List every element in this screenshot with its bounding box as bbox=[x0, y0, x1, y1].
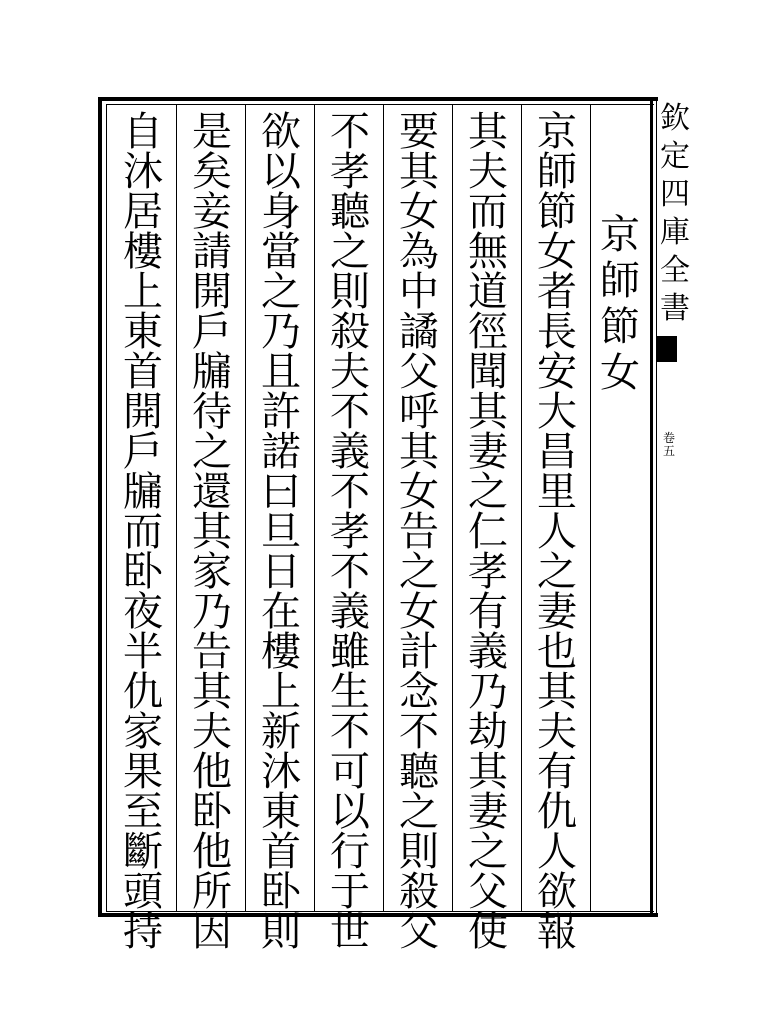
character: 他 bbox=[192, 749, 232, 795]
character: 使 bbox=[468, 909, 508, 955]
character: 呼 bbox=[399, 389, 439, 435]
character: 斷 bbox=[123, 829, 163, 875]
character: 之 bbox=[399, 789, 439, 835]
character: 他 bbox=[192, 829, 232, 875]
character: 不 bbox=[330, 389, 370, 435]
character: 東 bbox=[123, 309, 163, 355]
text-column-4 bbox=[323, 109, 377, 955]
character: 乃 bbox=[192, 589, 232, 635]
character: 夫 bbox=[468, 149, 508, 195]
character: 新 bbox=[261, 709, 301, 755]
character: 之 bbox=[468, 829, 508, 875]
character: 有 bbox=[468, 589, 508, 635]
character: 半 bbox=[123, 629, 163, 675]
character: 妾 bbox=[192, 189, 232, 235]
character: 世 bbox=[330, 909, 370, 955]
character: 其 bbox=[468, 389, 508, 435]
character: 戶 bbox=[123, 429, 163, 475]
character: 身 bbox=[261, 189, 301, 235]
character: 之 bbox=[468, 469, 508, 515]
character: 開 bbox=[192, 269, 232, 315]
character: 則 bbox=[330, 269, 370, 315]
character: 乃 bbox=[468, 669, 508, 715]
character: 戶 bbox=[192, 309, 232, 355]
character: 矣 bbox=[192, 149, 232, 195]
character: 上 bbox=[123, 269, 163, 315]
character: 頭 bbox=[123, 869, 163, 915]
character: 其 bbox=[537, 669, 577, 715]
character: 告 bbox=[192, 629, 232, 675]
character: 人 bbox=[537, 829, 577, 875]
character: 家 bbox=[123, 709, 163, 755]
character: 樓 bbox=[261, 629, 301, 675]
character: 義 bbox=[330, 589, 370, 635]
character: 道 bbox=[468, 269, 508, 315]
character: 果 bbox=[123, 749, 163, 795]
fishtail-mark bbox=[657, 336, 677, 362]
character: 之 bbox=[192, 429, 232, 475]
character: 還 bbox=[192, 469, 232, 515]
volume-label bbox=[662, 432, 676, 458]
text-column-1 bbox=[530, 109, 584, 955]
character: 人 bbox=[537, 509, 577, 555]
character: 念 bbox=[399, 669, 439, 715]
character: 義 bbox=[468, 629, 508, 675]
character: 妻 bbox=[468, 789, 508, 835]
column-rule bbox=[521, 104, 522, 912]
character: 劫 bbox=[468, 709, 508, 755]
character: 持 bbox=[123, 909, 163, 955]
character: 孝 bbox=[330, 509, 370, 555]
character: 其 bbox=[468, 749, 508, 795]
character: 曰 bbox=[261, 469, 301, 515]
character: 者 bbox=[537, 269, 577, 315]
character: 之 bbox=[261, 269, 301, 315]
column-rule bbox=[245, 104, 246, 912]
character: 報 bbox=[537, 909, 577, 955]
character: 自 bbox=[123, 109, 163, 155]
character: 庫 bbox=[660, 215, 690, 250]
character: 長 bbox=[537, 309, 577, 355]
text-column-3 bbox=[392, 109, 446, 955]
character: 沐 bbox=[123, 149, 163, 195]
character: 沐 bbox=[261, 749, 301, 795]
character: 仁 bbox=[468, 509, 508, 555]
section-title bbox=[592, 212, 648, 396]
character: 家 bbox=[192, 549, 232, 595]
character: 乃 bbox=[261, 309, 301, 355]
character: 之 bbox=[330, 229, 370, 275]
character: 在 bbox=[261, 589, 301, 635]
character: 至 bbox=[123, 789, 163, 835]
character: 師 bbox=[537, 149, 577, 195]
character: 不 bbox=[330, 549, 370, 595]
character: 欲 bbox=[537, 869, 577, 915]
character: 孝 bbox=[468, 549, 508, 595]
character: 是 bbox=[192, 109, 232, 155]
character: 許 bbox=[261, 389, 301, 435]
character: 徑 bbox=[468, 309, 508, 355]
text-column-7 bbox=[116, 109, 170, 955]
character: 上 bbox=[261, 669, 301, 715]
character: 仇 bbox=[537, 789, 577, 835]
character: 則 bbox=[261, 909, 301, 955]
character: 則 bbox=[399, 829, 439, 875]
character: 女 bbox=[600, 350, 640, 396]
character: 首 bbox=[123, 349, 163, 395]
character: 夫 bbox=[330, 349, 370, 395]
character: 不 bbox=[330, 469, 370, 515]
character: 譎 bbox=[399, 309, 439, 355]
column-rule bbox=[314, 104, 315, 912]
character: 女 bbox=[399, 589, 439, 635]
character: 要 bbox=[399, 109, 439, 155]
character: 安 bbox=[537, 349, 577, 395]
character: 當 bbox=[261, 229, 301, 275]
character: 義 bbox=[330, 429, 370, 475]
character: 夫 bbox=[192, 709, 232, 755]
character: 女 bbox=[399, 189, 439, 235]
character: 定 bbox=[660, 139, 690, 174]
character: 居 bbox=[123, 189, 163, 235]
character: 而 bbox=[123, 509, 163, 555]
column-rule bbox=[176, 104, 177, 912]
character: 不 bbox=[330, 709, 370, 755]
character: 也 bbox=[537, 629, 577, 675]
character: 卧 bbox=[261, 869, 301, 915]
character: 其 bbox=[468, 109, 508, 155]
character: 卧 bbox=[192, 789, 232, 835]
spine-rule bbox=[650, 97, 653, 917]
character: 牖 bbox=[192, 349, 232, 395]
character: 其 bbox=[192, 509, 232, 555]
character: 聽 bbox=[330, 189, 370, 235]
character: 請 bbox=[192, 229, 232, 275]
character: 之 bbox=[399, 549, 439, 595]
character: 無 bbox=[468, 229, 508, 275]
character: 東 bbox=[261, 789, 301, 835]
character: 之 bbox=[537, 549, 577, 595]
character: 開 bbox=[123, 389, 163, 435]
character: 師 bbox=[600, 258, 640, 304]
character: 日 bbox=[261, 549, 301, 595]
character: 京 bbox=[537, 109, 577, 155]
character: 因 bbox=[192, 909, 232, 955]
column-rule bbox=[590, 104, 591, 912]
character: 首 bbox=[261, 829, 301, 875]
character: 欽 bbox=[660, 101, 690, 136]
text-column-6 bbox=[185, 109, 239, 955]
character: 里 bbox=[537, 469, 577, 515]
text-column-5 bbox=[254, 109, 308, 955]
character: 節 bbox=[537, 189, 577, 235]
character: 告 bbox=[399, 509, 439, 555]
character: 昌 bbox=[537, 429, 577, 475]
character: 女 bbox=[537, 229, 577, 275]
column-rule bbox=[383, 104, 384, 912]
character: 聞 bbox=[468, 349, 508, 395]
character: 全 bbox=[660, 253, 690, 288]
character: 行 bbox=[330, 829, 370, 875]
character: 夜 bbox=[123, 589, 163, 635]
character: 有 bbox=[537, 749, 577, 795]
character: 父 bbox=[399, 909, 439, 955]
character: 不 bbox=[330, 109, 370, 155]
character: 牖 bbox=[123, 469, 163, 515]
spine-title bbox=[655, 100, 695, 328]
character: 京 bbox=[600, 212, 640, 258]
character: 妻 bbox=[537, 589, 577, 635]
character: 且 bbox=[261, 349, 301, 395]
character: 四 bbox=[660, 177, 690, 212]
character: 待 bbox=[192, 389, 232, 435]
character: 聽 bbox=[399, 749, 439, 795]
character: 仇 bbox=[123, 669, 163, 715]
character: 女 bbox=[399, 469, 439, 515]
character: 其 bbox=[399, 429, 439, 475]
character: 妻 bbox=[468, 429, 508, 475]
character: 為 bbox=[399, 229, 439, 275]
column-rule bbox=[452, 104, 453, 912]
character: 以 bbox=[330, 789, 370, 835]
character: 計 bbox=[399, 629, 439, 675]
character: 雖 bbox=[330, 629, 370, 675]
character: 父 bbox=[468, 869, 508, 915]
character: 卧 bbox=[123, 549, 163, 595]
character: 夫 bbox=[537, 709, 577, 755]
character: 殺 bbox=[399, 869, 439, 915]
character: 父 bbox=[399, 349, 439, 395]
character: 而 bbox=[468, 189, 508, 235]
character: 中 bbox=[399, 269, 439, 315]
character: 不 bbox=[399, 709, 439, 755]
text-column-2 bbox=[461, 109, 515, 955]
character: 孝 bbox=[330, 149, 370, 195]
character: 欲 bbox=[261, 109, 301, 155]
character: 諾 bbox=[261, 429, 301, 475]
character: 殺 bbox=[330, 309, 370, 355]
character: 樓 bbox=[123, 229, 163, 275]
character: 其 bbox=[399, 149, 439, 195]
character: 可 bbox=[330, 749, 370, 795]
character: 旦 bbox=[261, 509, 301, 555]
character: 其 bbox=[192, 669, 232, 715]
character: 五 bbox=[662, 444, 675, 458]
character: 書 bbox=[660, 291, 690, 326]
character: 節 bbox=[600, 304, 640, 350]
character: 于 bbox=[330, 869, 370, 915]
character: 卷 bbox=[662, 431, 675, 445]
character: 生 bbox=[330, 669, 370, 715]
character: 大 bbox=[537, 389, 577, 435]
character: 以 bbox=[261, 149, 301, 195]
character: 所 bbox=[192, 869, 232, 915]
